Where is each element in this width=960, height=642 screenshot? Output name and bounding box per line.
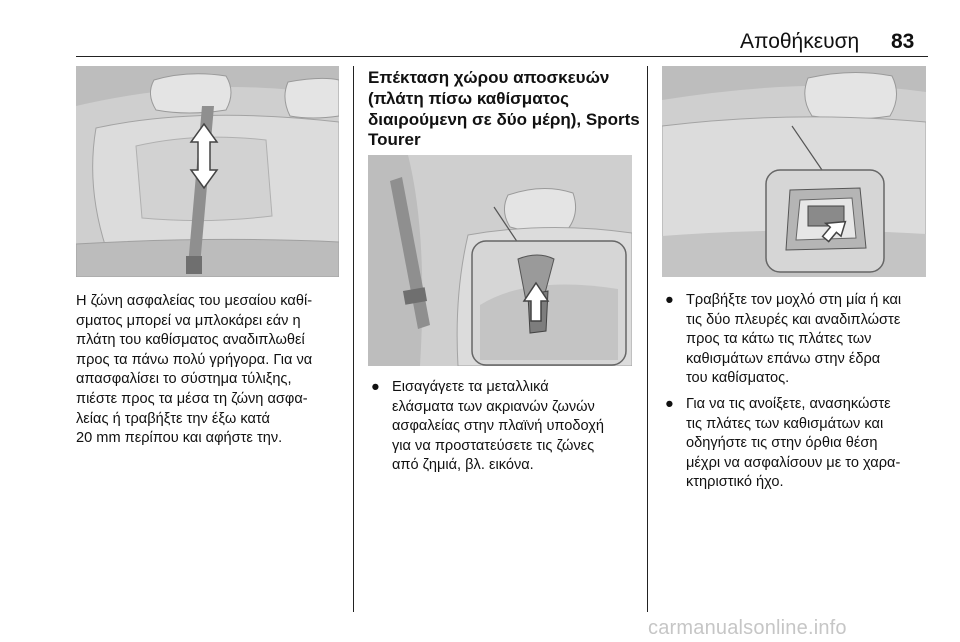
heading-line: (πλάτη πίσω καθίσματος: [368, 88, 569, 108]
header-divider: [76, 56, 928, 57]
paragraph-line: σματος μπορεί να μπλοκάρει εάν η: [76, 312, 301, 329]
column-divider-right: [647, 66, 648, 612]
bullet-line: ελάσματα των ακριανών ζωνών: [392, 398, 595, 415]
list-item: [662, 395, 934, 493]
bullet-line: μέχρι να ασφαλίσουν με το χαρα-: [686, 454, 901, 471]
bullet-line: οδηγήστε τις στην όρθια θέση: [686, 435, 878, 452]
section-title: Αποθήκευση: [740, 30, 860, 53]
bullet-line: καθισμάτων επάνω στην έδρα: [686, 350, 881, 367]
paragraph-line: πλάτη του καθίσματος αναδιπλωθεί: [76, 332, 305, 349]
bullet-icon: ●: [665, 292, 674, 308]
bullet-line: Για να τις ανοίξετε, ανασηκώστε: [686, 395, 891, 412]
bullet-icon: ●: [665, 395, 674, 412]
figure-rear-seat-belt: [76, 66, 339, 277]
left-column-paragraph: [76, 292, 344, 449]
release-lever-illustration: [662, 66, 926, 277]
paragraph-line: Η ζώνη ασφαλείας του μεσαίου καθί-: [76, 293, 313, 309]
rear-seat-illustration: [76, 66, 339, 277]
section-heading: [368, 68, 640, 151]
bullet-line: Εισαγάγετε τα μεταλλικά: [392, 379, 549, 395]
column-divider-left: [353, 66, 354, 612]
heading-line: Tourer: [368, 130, 421, 150]
bullet-line: κτηριστικό ήχο.: [686, 474, 784, 491]
figure-belt-holder: [368, 155, 632, 366]
belt-holder-illustration: [368, 155, 632, 366]
bullet-line: προς τα κάτω τις πλάτες των: [686, 331, 872, 348]
bullet-line: Τραβήξτε τον μοχλό στη μία ή και: [686, 292, 902, 308]
bullet-line: ασφαλείας στην πλαϊνή υποδοχή: [392, 418, 605, 435]
bullet-line: τις πλάτες των καθισμάτων και: [686, 415, 884, 432]
figure-release-lever: [662, 66, 926, 277]
bullet-line: του καθίσματος.: [686, 370, 790, 387]
paragraph-line: πιέστε προς τα μέσα τη ζώνη ασφα-: [76, 390, 308, 407]
paragraph-line: λείας ή τραβήξτε την έξω κατά: [76, 410, 270, 427]
watermark: carmanualsonline.info: [648, 617, 847, 639]
bullet-icon: ●: [371, 379, 380, 395]
right-bullet-list: [662, 291, 934, 499]
bullet-line: από ζημιά, βλ. εικόνα.: [392, 457, 534, 474]
paragraph-line: απασφαλίσει το σύστημα τύλιξης,: [76, 371, 292, 388]
heading-line: διαιρούμενη σε δύο μέρη), Sports: [368, 109, 640, 129]
page-number: 83: [891, 30, 915, 53]
list-item: [368, 378, 640, 476]
page-header: [0, 0, 960, 58]
middle-bullet-list: [368, 378, 640, 482]
paragraph-line: 20 mm περίπου και αφήστε την.: [76, 430, 283, 447]
heading-line: Επέκταση χώρου αποσκευών: [368, 68, 610, 87]
bullet-line: τις δύο πλευρές και αναδιπλώστε: [686, 311, 901, 328]
paragraph-line: προς τα πάνω πολύ γρήγορα. Για να: [76, 351, 313, 368]
list-item: [662, 291, 934, 389]
bullet-line: για να προστατεύσετε τις ζώνες: [392, 437, 595, 454]
